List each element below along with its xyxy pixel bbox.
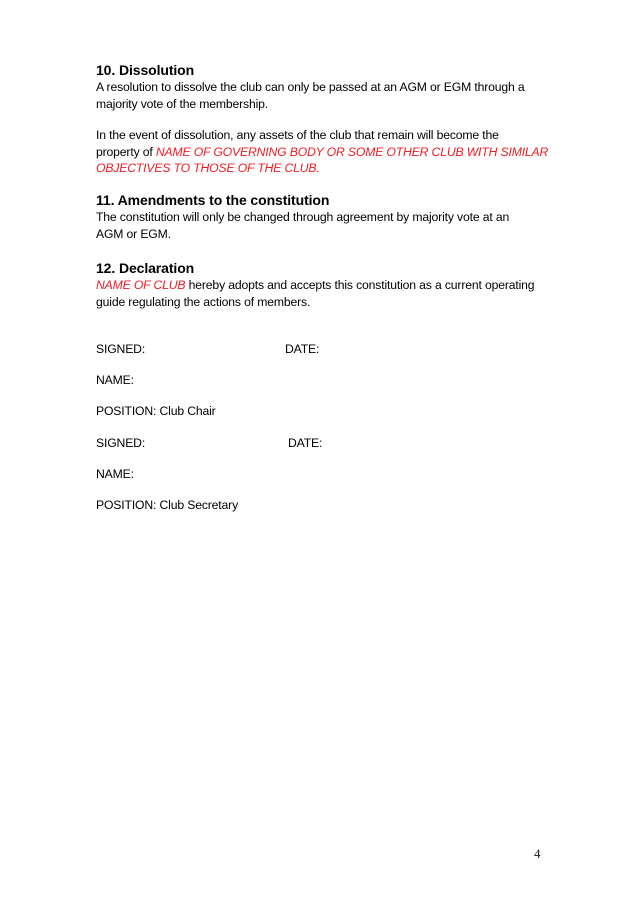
secretary-date-label: DATE: [288,436,323,450]
dissolution-paragraph-1-line-2: majority vote of the membership. [96,96,268,111]
chair-position-label: POSITION: Club Chair [96,404,216,418]
chair-date-label: DATE: [285,342,320,356]
amendments-line-1: The constitution will only be changed through agreement by majority vote at an [96,210,510,224]
secretary-name-label: NAME: [96,467,134,481]
amendments-line-2: AGM or EGM. [96,226,171,241]
declaration-line-1 [96,277,534,294]
club-name-placeholder: NAME OF CLUB [96,278,186,292]
section-heading-dissolution: 10. Dissolution [96,62,195,78]
chair-name-label: NAME: [96,373,134,387]
page-number: 4 [534,846,541,861]
declaration-text: hereby adopts and accepts this constitution as a current operating [185,278,535,292]
dissolution-paragraph-2-line-2 [96,144,548,161]
dissolution-paragraph-1-line-1: A resolution to dissolve the club can only be passed at an AGM or EGM through a [96,80,525,94]
section-heading-declaration: 12. Declaration [96,260,195,276]
declaration-line-2: guide regulating the actions of members. [96,294,311,309]
chair-signed-label: SIGNED: [96,342,146,356]
dissolution-paragraph-2-line-1: In the event of dissolution, any assets of the club that remain will become the [96,128,499,142]
property-of-text: property of [96,144,156,159]
secretary-signed-label: SIGNED: [96,436,146,450]
governing-body-placeholder-continued: OBJECTIVES TO THOSE OF THE CLUB. [96,161,320,175]
secretary-position-label: POSITION: Club Secretary [96,498,239,512]
section-heading-amendments: 11. Amendments to the constitution [96,192,330,208]
governing-body-placeholder: NAME OF GOVERNING BODY OR SOME OTHER CLUB WITH SIMILAR [155,144,549,159]
